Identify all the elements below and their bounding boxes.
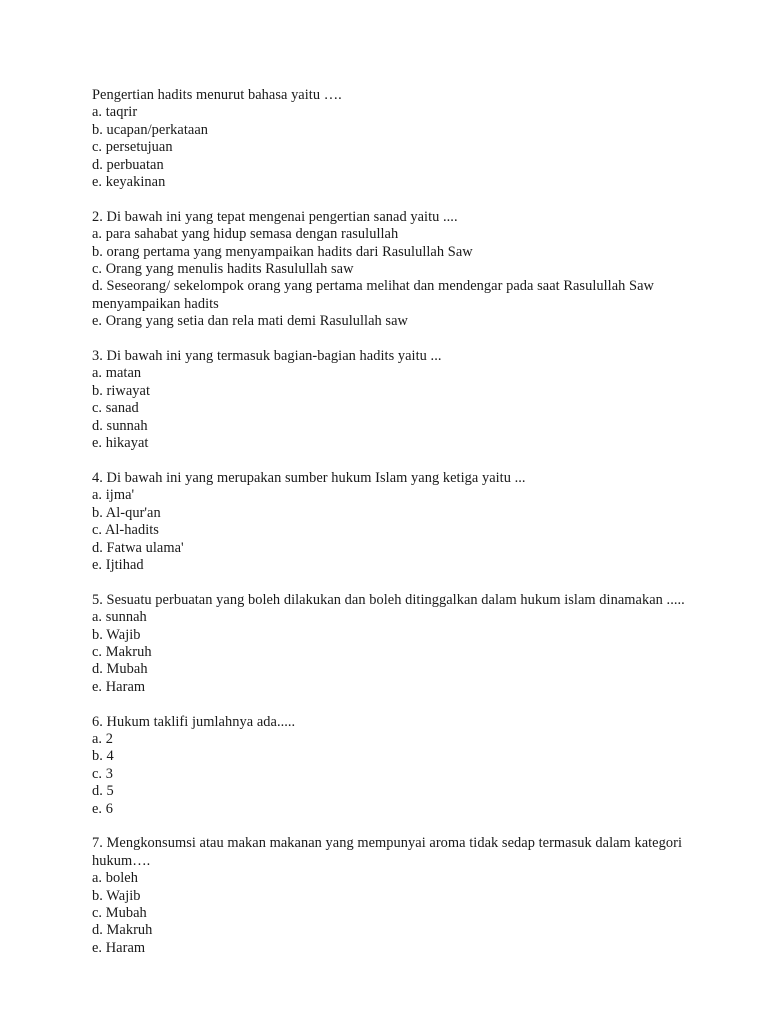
- option-b: b. riwayat: [92, 382, 151, 399]
- option-b: b. Wajib: [92, 626, 141, 643]
- option-a: a. taqrir: [92, 104, 138, 121]
- question-text: 4. Di bawah ini yang merupakan sumber hukum Islam yang ketiga yaitu ...: [92, 469, 526, 486]
- question-4: [92, 470, 752, 574]
- option-d: d. Fatwa ulama': [92, 539, 184, 556]
- option-a: a. sunnah: [92, 609, 147, 626]
- question-6: [92, 714, 752, 818]
- option-d: d. 5: [92, 783, 114, 800]
- option-c: c. persetujuan: [92, 139, 173, 156]
- option-c: c. Orang yang menulis hadits Rasulullah saw: [92, 261, 354, 278]
- option-e: e. Haram: [92, 678, 146, 695]
- option-a: a. para sahabat yang hidup semasa dengan rasulullah: [92, 226, 399, 243]
- question-text: 2. Di bawah ini yang tepat mengenai pengertian sanad yaitu ....: [92, 208, 458, 225]
- question-text: Pengertian hadits menurut bahasa yaitu ….: [92, 87, 342, 103]
- option-e: e. Haram: [92, 939, 146, 956]
- option-d: d. Mubah: [92, 661, 148, 678]
- option-c: c. Al-hadits: [92, 522, 159, 539]
- question-text: 3. Di bawah ini yang termasuk bagian-bagian hadits yaitu ...: [92, 348, 442, 365]
- option-d: d. sunnah: [92, 417, 148, 434]
- option-b: b. Wajib: [92, 887, 141, 904]
- option-e: e. keyakinan: [92, 174, 166, 191]
- option-b: b. ucapan/perkataan: [92, 121, 209, 138]
- question-text: 5. Sesuatu perbuatan yang boleh dilakukan dan boleh ditinggalkan dalam hukum islam dinamakan .....: [92, 591, 685, 608]
- option-a: a. ijma': [92, 487, 135, 504]
- option-d: d. perbuatan: [92, 156, 164, 173]
- document-page: [92, 87, 752, 975]
- option-b: b. orang pertama yang menyampaikan hadits dari Rasulullah Saw: [92, 243, 473, 260]
- question-3: [92, 348, 752, 452]
- question-text: 6. Hukum taklifi jumlahnya ada.....: [92, 713, 296, 730]
- option-b: b. Al-qur'an: [92, 504, 161, 521]
- option-a: a. matan: [92, 365, 142, 382]
- question-2: [92, 209, 752, 331]
- option-a: a. boleh: [92, 870, 138, 887]
- option-e: e. hikayat: [92, 435, 149, 452]
- option-d: d. Makruh: [92, 922, 153, 939]
- option-c: c. Makruh: [92, 643, 152, 660]
- question-5: [92, 592, 752, 696]
- option-e: e. 6: [92, 800, 113, 817]
- option-a: a. 2: [92, 730, 113, 747]
- option-e: e. Ijtihad: [92, 556, 144, 573]
- question-1: [92, 87, 752, 191]
- option-e: e. Orang yang setia dan rela mati demi Rasulullah saw: [92, 313, 408, 330]
- option-c: c. Mubah: [92, 905, 147, 921]
- option-c: c. sanad: [92, 400, 139, 417]
- option-c: c. 3: [92, 765, 113, 782]
- question-text: 7. Mengkonsumsi atau makan makanan yang mempunyai aroma tidak sedap termasuk dalam kategori hukum….: [92, 835, 682, 869]
- option-b: b. 4: [92, 748, 114, 765]
- question-7: [92, 835, 752, 957]
- option-d: d. Seseorang/ sekelompok orang yang pertama melihat dan mendengar pada saat Rasulullah Saw menyampaikan hadits: [92, 278, 654, 312]
